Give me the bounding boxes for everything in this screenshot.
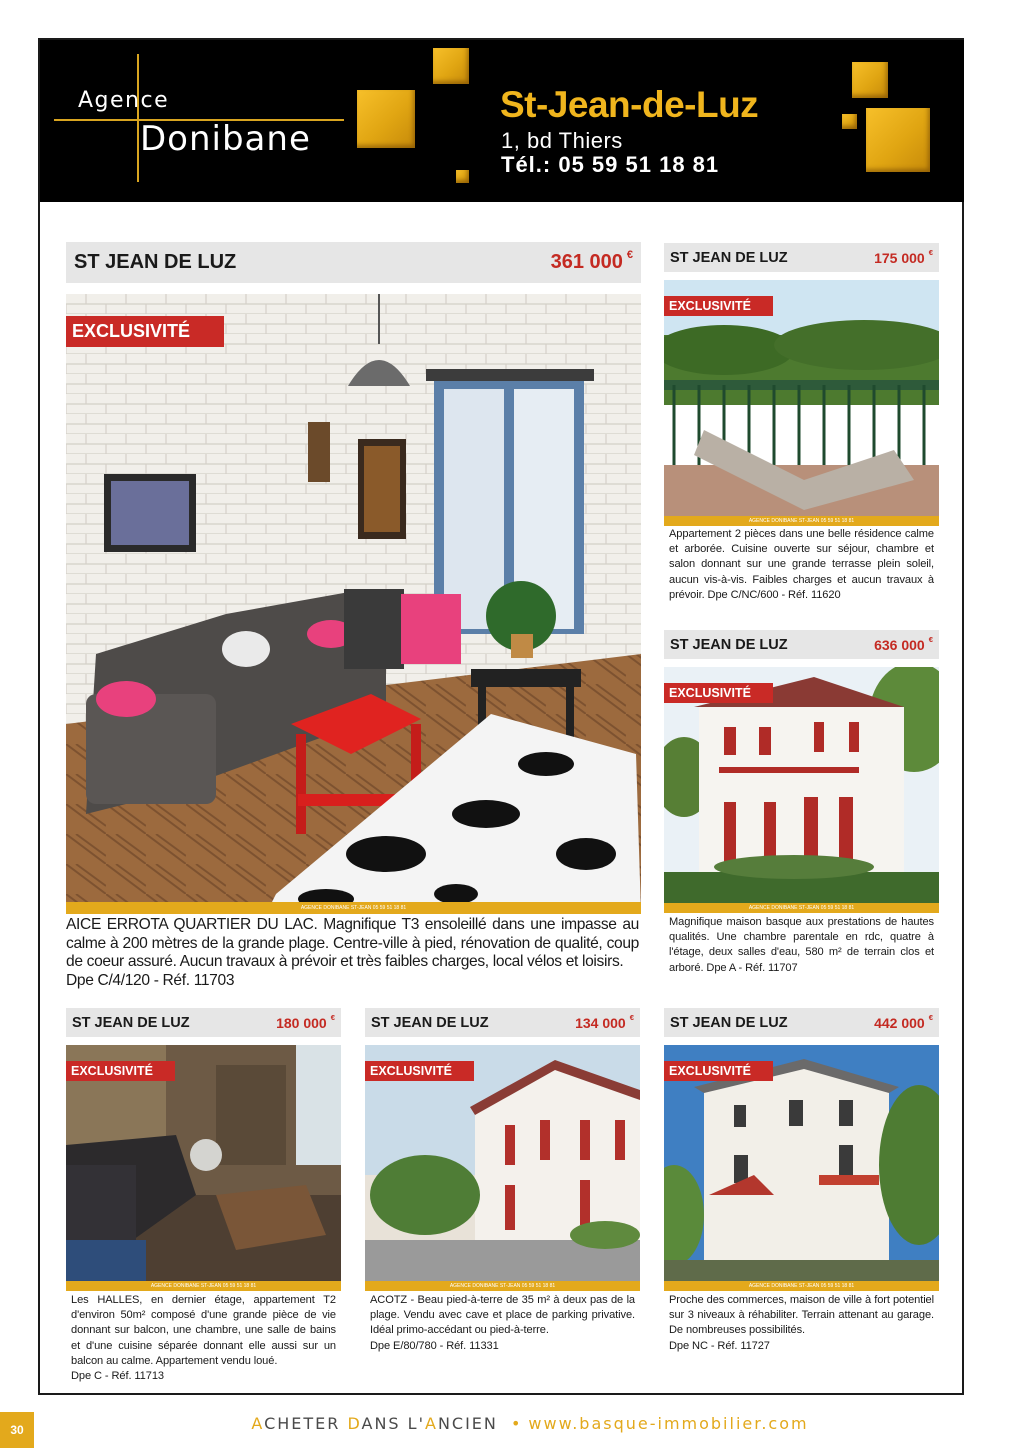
listing-photo-basque-house[interactable]	[664, 667, 939, 913]
agency-city: St-Jean-de-Luz	[500, 84, 759, 125]
acotz-building-illustration	[365, 1045, 640, 1291]
listing-description: ACOTZ - Beau pied-à-terre de 35 m² à deux pas de la plage. Vendu avec cave et place de parking privative. Idéal primo-accédant ou pied-à-terre. Dpe E/80/780 - Réf. 11331	[370, 1294, 635, 1352]
listing-title-bar	[365, 1008, 640, 1037]
exclusivite-badge: EXCLUSIVITÉ	[664, 1061, 773, 1081]
decor-square	[433, 48, 469, 84]
listing-city: ST JEAN DE LUZ	[670, 1014, 788, 1031]
listing-description: Magnifique maison basque aux prestations de hautes qualités. Une chambre parentale en rdc, quatre à l'étage, deux salles d'eau, 580 m² de terrain clos et arboré. Dpe A - Réf. 11707	[669, 916, 934, 974]
basque-house-illustration	[664, 667, 939, 913]
listing-title-bar	[664, 630, 939, 659]
exclusivite-badge: EXCLUSIVITÉ	[664, 296, 773, 316]
listing-price: 636 000 €	[874, 634, 933, 653]
listing-reference: Dpe C - Réf. 11713	[71, 1370, 164, 1383]
photo-credit: AGENCE DONIBANE ST-JEAN 05 59 51 18 81	[664, 1281, 939, 1291]
exclusivite-badge: EXCLUSIVITÉ	[664, 683, 773, 703]
listing-city: ST JEAN DE LUZ	[72, 1014, 190, 1031]
listing-title-bar	[66, 242, 641, 283]
listing-price: 361 000 €	[550, 249, 633, 273]
decor-square	[842, 114, 857, 129]
photo-credit: AGENCE DONIBANE ST-JEAN 05 59 51 18 81	[365, 1281, 640, 1291]
decor-square	[866, 108, 930, 172]
exclusivite-badge: EXCLUSIVITÉ	[66, 316, 224, 347]
footer-tagline: ACHETER DANS L'ANCIEN • www.basque-immobilier.com	[251, 1414, 809, 1433]
agency-header	[40, 40, 964, 202]
photo-credit: AGENCE DONIBANE ST-JEAN 05 59 51 18 81	[66, 902, 641, 914]
listing-city: ST JEAN DE LUZ	[74, 251, 237, 273]
listing-photo-living-room[interactable]	[66, 294, 641, 914]
listing-city: ST JEAN DE LUZ	[670, 249, 788, 266]
listing-price: 180 000 €	[276, 1012, 335, 1031]
listing-city: ST JEAN DE LUZ	[371, 1014, 489, 1031]
exclusivite-badge: EXCLUSIVITÉ	[66, 1061, 175, 1081]
website-link[interactable]: www.basque-immobilier.com	[528, 1414, 809, 1433]
listing-title-bar	[664, 243, 939, 272]
logo-agence-text: Agence	[78, 88, 170, 113]
listing-title-bar	[664, 1008, 939, 1037]
lounge-illustration	[66, 1045, 341, 1291]
listing-description: Appartement 2 pièces dans une belle résidence calme et arborée. Cuisine ouverte sur séjour, chambre et salon donnant sur une grande terrasse plein soleil, aucun vis-à-vis. Faibles charges et aucun travaux à prévoir. Dpe C/NC/600 - Réf. 11620	[669, 528, 934, 601]
listing-photo-apartment-lounge[interactable]	[66, 1045, 341, 1291]
agency-phone: Tél.: 05 59 51 18 81	[501, 152, 720, 177]
listing-price: 442 000 €	[874, 1012, 933, 1031]
listing-reference: Dpe E/80/780 - Réf. 11331	[370, 1339, 499, 1352]
listing-description: Proche des commerces, maison de ville à fort potentiel sur 3 niveaux à réhabiliter. Terrain attenant au garage. De nombreuses possibilités. Dpe NC - Réf. 11727	[669, 1294, 934, 1352]
decor-square	[357, 90, 415, 148]
logo-vertical-line	[137, 54, 139, 182]
logo-donibane-text: Donibane	[140, 119, 311, 159]
listing-city: ST JEAN DE LUZ	[670, 636, 788, 653]
photo-credit: AGENCE DONIBANE ST-JEAN 05 59 51 18 81	[664, 516, 939, 526]
living-room-illustration	[66, 294, 641, 914]
decor-square	[456, 170, 469, 183]
agency-address: 1, bd Thiers	[501, 128, 623, 153]
exclusivite-badge: EXCLUSIVITÉ	[365, 1061, 474, 1081]
listing-reference: Dpe NC - Réf. 11727	[669, 1339, 770, 1352]
listing-title-bar	[66, 1008, 341, 1037]
listing-photo-acotz-building[interactable]	[365, 1045, 640, 1291]
photo-credit: AGENCE DONIBANE ST-JEAN 05 59 51 18 81	[664, 903, 939, 913]
listing-price: 175 000 €	[874, 247, 933, 266]
listing-description: AICE ERROTA QUARTIER DU LAC. Magnifique T3 ensoleillé dans une impasse au calme à 200 mètres de la grande plage. Centre-ville à pied, rénovation de qualité, coup de coeur assuré. Aucun travaux à prévoir et très faibles charges, local vélos et loisirs. Dpe C/4/120 - Réf. 11703	[66, 916, 639, 989]
listing-price: 134 000 €	[575, 1012, 634, 1031]
town-house-illustration	[664, 1045, 939, 1291]
listing-description: Les HALLES, en dernier étage, appartement T2 d'environ 50m² composé d'une grande pièce de vie donnant sur balcon, une chambre, une salle de bains et d'une cuisine séparée donnant elle aussi sur un balcon au calme. Appartement vendu loué. Dpe C - Réf. 11713	[71, 1294, 336, 1383]
footer-bullet: •	[510, 1414, 523, 1433]
photo-credit: AGENCE DONIBANE ST-JEAN 05 59 51 18 81	[66, 1281, 341, 1291]
page-number: 30	[0, 1412, 34, 1448]
listing-reference: Dpe C/4/120 - Réf. 11703	[66, 971, 235, 989]
terrace-illustration	[664, 280, 939, 526]
listing-photo-town-house[interactable]	[664, 1045, 939, 1291]
listing-photo-terrace[interactable]	[664, 280, 939, 526]
decor-square	[852, 62, 888, 98]
